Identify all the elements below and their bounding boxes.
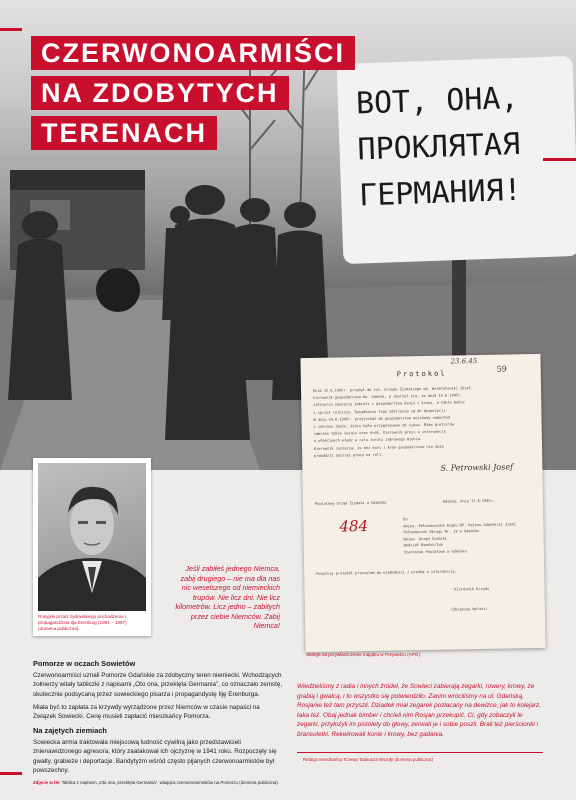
document-line: Dnia 15.6.1945r. przybył do tut. Urzędu Ziemskiego ob. Weiblatowski Józef, [312,386,474,393]
document-closing: Powyższy protokół przesyłam do wiadomości z prośbą o interwencję. [316,569,457,576]
document-line: żołnierze sowieccy zabrali z gospodarstwa konie i krowy, a także meble [313,400,465,408]
document-line: i sprzęt rolniczy. Świadkowie tego zdarzenia są do dyspozycji. [313,408,448,415]
red-accent-line [543,158,576,161]
title-line-3: TERENACH [31,116,217,150]
article-paragraph-1: Czerwonoarmiści uznali Pomorze Gdańskie za zdobyczny teren niemiecki. Wchodzących żołnierzy witały tabliczki z napisami „Oto ona, przeklęta Germania”, co oznaczało zemstę, skutecznie podsycaną przez sowieckiego pisarza i propagandystę Ilję Erenburga. [33,672,283,698]
document-line: i zabrano zboże, które było przygotowane do siewu. Mimo protestów [313,422,455,429]
article-paragraph-2: Miała być to zapłata za krzywdy wyrządzone przez Niemców w czasie napaści na Związek Sowiecki. Cenę musieli zapłacić mieszkańcy Pomorza. [33,704,260,721]
red-accent-line [0,28,22,31]
portrait-caption: Rosyjski przaiz żydowskiego pochodzenia i propagandzista Ilja Erenburg (1891 – 1967) (domena publiczna). [38,614,127,631]
document-date: Gdańsk, dnia 17.6.1945r. [442,498,495,504]
document-title: Protokol [396,369,447,379]
document-office: Powiatowy Urząd Ziemski w Gdańsku [314,500,387,506]
document-sign-name: (Zbigniew Wolski) [450,606,488,612]
red-document-number: 484 [339,516,369,536]
document-line: kierownik gospodarstwa Ow. Gdańsk, a skarżył się, że dnia 15.6.1945r. [313,393,463,401]
sign-line-1: ВОТ, ОНА, [355,80,520,122]
document-line: prowadzić dalszej pracy na roli. [314,452,384,458]
document-sign-title: Kierownik Urzędu [454,586,490,592]
section-heading-2: Na zajętych ziemiach [33,726,107,735]
addressee-line: Wydział Osadnictwa [403,542,443,548]
protocol-document [300,354,545,652]
title-line-2: NA ZDOBYTYCH [31,76,289,110]
date-stamp: 23.6.45 [450,357,478,366]
document-caption: Skarga na przywłaszczenie majątku w Przywidzu (APG). [306,652,422,657]
title-line-1: CZERWONOARMIŚCI [31,36,355,70]
addressee-line: Starostwo Powiatowe w Gdańsku [403,548,467,554]
section-heading-1: Pomorze w oczach Sowietów [33,659,136,668]
divider [297,752,543,753]
footnote [33,780,279,785]
document-line: u właściwych władz w celu zwrotu zabranego mienia. [313,437,423,444]
propaganda-sign [337,56,576,264]
erenburg-quote: Jeśli zabiłeś jednego Niemca, zabij drugiego – nie ma dla nas nic weselszego od niemieckich trupów. Nie licz dni. Nie licz kilometrów. Licz jedno – zabitych przez ciebie Niemców. Zabij Niemca! [175,564,280,630]
document-number: 59 [496,364,507,374]
addressee-line: Pełnomocnik Okręgu Nr. IV w Gdańsku [403,529,480,535]
article-paragraph-3: Sowiecka armia traktowała miejscową ludność cywilną jako przedstawicieli znienawidzonego agresora, który zaatakował ich ojczyznę w 1941 roku. Rozpoczęły się gwałty, grabieże i deportacje. Bandytyzm wśród często pijanych czerwonoarmistów był powszechny. [33,739,277,774]
sign-line-2: ПРОКЛЯТАЯ [356,126,521,168]
portrait-frame [33,458,151,636]
document-line: zabrano także świnie oraz drób. Kierownik prosi o interwencję [313,429,446,437]
red-accent-line [0,772,22,775]
addressee-line: Do [403,517,408,522]
document-signature: S. Petrowski Josef [440,462,514,473]
footnote-label: Zdjęcie w tle: [33,780,61,785]
sign-line-3: ГЕРМАНИЯ! [358,172,523,214]
footnote-text: Tablica z napisem „Oto ona, przeklęta Germania”, witająca czerwonoarmistów na Pomorzu (domena publiczna). [60,780,279,785]
document-line: W dniu 14.6.1945r. przyjechał do gospodarstwa wojskowy samochód [313,415,450,422]
addressee-line: Wojew. Urząd Ziemski [403,536,447,541]
erenburg-portrait [38,463,146,611]
addressee-line: Wojew. Pełnomocnika Rządu RP. Rejonu Gdańskiej Ziemi [403,521,516,528]
document-line: Kierownik zaznacza, że bez koni i krów gospodarstwo nie może [313,444,444,451]
testimony-text: Wiedzieliśmy z radia i innych źródeł, że Sowieci zabierają zegarki, rowery, krowy, że grabią i gwałcą, i to wszystko się potwierdziło. Zanim wróciliśmy na ul. Gdańską, Rosjanie też tam przyszli. Dziadek miał zegarek pozłacany na dewizce, jak to kolejarz, taka też. Obaj jednak bimber i chcieli nim Rosjan przekupić. Cl, gdy zobaczyli te zegarki, przyłożyli im pistolety do głowy, zerwali je i sobie poszli. Brali też pierścionki i bransoletki. Rekwirowali konie i krowy, bez gadania. [297,683,542,738]
testimony-caption: Relacja mieszkańca Tczewa Tadeusza Wszoły (domena publiczna) [303,757,433,762]
